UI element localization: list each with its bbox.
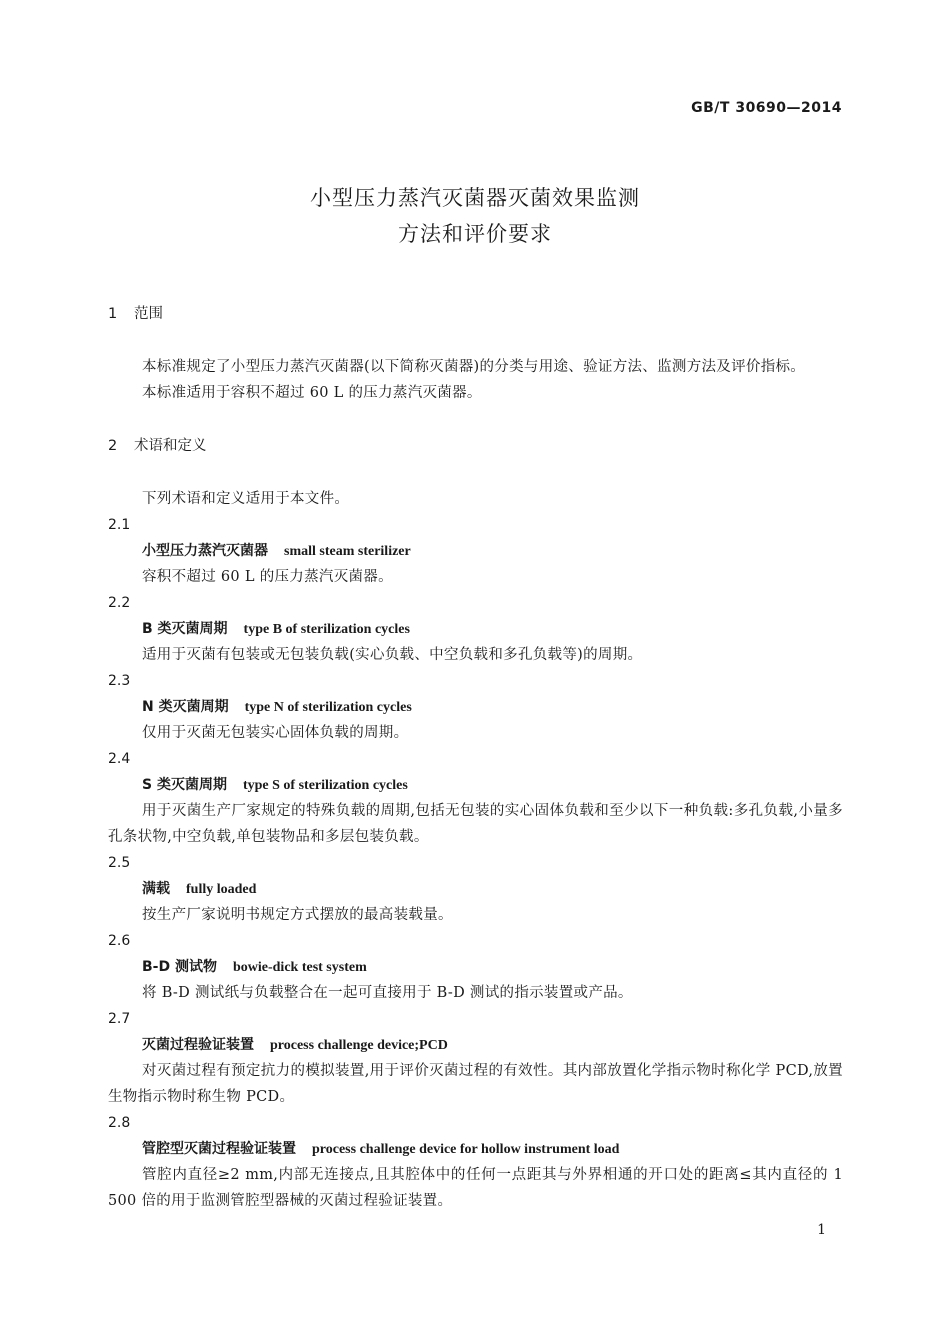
term-number: 2.5 <box>108 855 131 871</box>
term-number: 2.4 <box>108 751 131 767</box>
term-entry <box>108 512 843 590</box>
term-number: 2.3 <box>108 673 131 689</box>
document-body <box>108 302 843 1214</box>
section-title: 术语和定义 <box>134 438 207 454</box>
terms-intro: 下列术语和定义适用于本文件。 <box>142 491 350 507</box>
section-1-heading <box>108 302 843 326</box>
term-entry <box>108 1006 843 1110</box>
title-line-2: 方法和评价要求 <box>398 222 552 246</box>
term-number: 2.7 <box>108 1011 131 1027</box>
term-definition: 按生产厂家说明书规定方式摆放的最高装载量。 <box>142 907 453 923</box>
term-definition: 用于灭菌生产厂家规定的特殊负载的周期,包括无包装的实心固体负载和至少以下一种负载:多孔负载,小量多孔条状物,中空负载,单包装物品和多层包装负载。 <box>108 803 843 845</box>
standard-number: GB/T 30690—2014 <box>691 100 842 116</box>
document-title <box>0 180 950 252</box>
section-number: 1 <box>108 306 118 322</box>
term-number: 2.8 <box>108 1115 131 1131</box>
title-line-1: 小型压力蒸汽灭菌器灭菌效果监测 <box>310 186 640 210</box>
term-name <box>108 694 843 720</box>
term-name-zh: N 类灭菌周期 <box>142 699 229 715</box>
term-definition: 适用于灭菌有包装或无包装负载(实心负载、中空负载和多孔负载等)的周期。 <box>142 647 643 663</box>
page-number: 1 <box>817 1222 826 1238</box>
section-2-heading <box>108 434 843 458</box>
term-entry <box>108 590 843 668</box>
term-definition: 容积不超过 60 L 的压力蒸汽灭菌器。 <box>142 569 393 585</box>
term-name <box>108 1032 843 1058</box>
section-number: 2 <box>108 438 118 454</box>
term-name-zh: 管腔型灭菌过程验证装置 <box>142 1141 296 1157</box>
term-entry <box>108 1110 843 1214</box>
term-number: 2.6 <box>108 933 131 949</box>
term-number: 2.1 <box>108 517 131 533</box>
term-name-en: type S of sterilization cycles <box>242 778 408 793</box>
term-name-en: process challenge device for hollow instrument load <box>312 1142 620 1157</box>
term-name-zh: B 类灭菌周期 <box>142 621 228 637</box>
term-name-en: process challenge device;PCD <box>270 1038 448 1053</box>
term-entry <box>108 928 843 1006</box>
section-title: 范围 <box>134 306 163 322</box>
term-definition: 管腔内直径≥2 mm,内部无连接点,且其腔体中的任何一点距其与外界相通的开口处的距离≤其内直径的 1 500 倍的用于监测管腔型器械的灭菌过程验证装置。 <box>108 1167 843 1209</box>
term-name <box>108 616 843 642</box>
term-definition: 仅用于灭菌无包装实心固体负载的周期。 <box>142 725 409 741</box>
term-name-zh: 满载 <box>142 881 170 897</box>
term-name-en: small steam sterilizer <box>284 544 411 559</box>
term-name <box>108 1136 843 1162</box>
term-definition: 将 B-D 测试纸与负载整合在一起可直接用于 B-D 测试的指示装置或产品。 <box>142 985 633 1001</box>
term-name-zh: 小型压力蒸汽灭菌器 <box>142 543 268 559</box>
term-name-en: fully loaded <box>186 882 257 897</box>
term-entry <box>108 850 843 928</box>
term-name-zh: 灭菌过程验证装置 <box>142 1037 254 1053</box>
term-number: 2.2 <box>108 595 131 611</box>
term-name-zh: B-D 测试物 <box>142 959 217 975</box>
term-name <box>108 538 843 564</box>
term-name-en: type N of sterilization cycles <box>244 700 412 715</box>
term-name <box>108 954 843 980</box>
term-name-en: type B of sterilization cycles <box>243 622 410 637</box>
term-name-en: bowie-dick test system <box>232 960 367 975</box>
scope-paragraph-1: 本标准规定了小型压力蒸汽灭菌器(以下简称灭菌器)的分类与用途、验证方法、监测方法及评价指标。 <box>142 359 806 375</box>
term-entry <box>108 668 843 746</box>
scope-paragraph-2: 本标准适用于容积不超过 60 L 的压力蒸汽灭菌器。 <box>142 385 482 401</box>
term-name-zh: S 类灭菌周期 <box>142 777 227 793</box>
term-definition: 对灭菌过程有预定抗力的模拟装置,用于评价灭菌过程的有效性。其内部放置化学指示物时称化学 PCD,放置生物指示物时称生物 PCD。 <box>108 1063 843 1105</box>
term-name <box>108 772 843 798</box>
term-entry <box>108 746 843 850</box>
term-name <box>108 876 843 902</box>
